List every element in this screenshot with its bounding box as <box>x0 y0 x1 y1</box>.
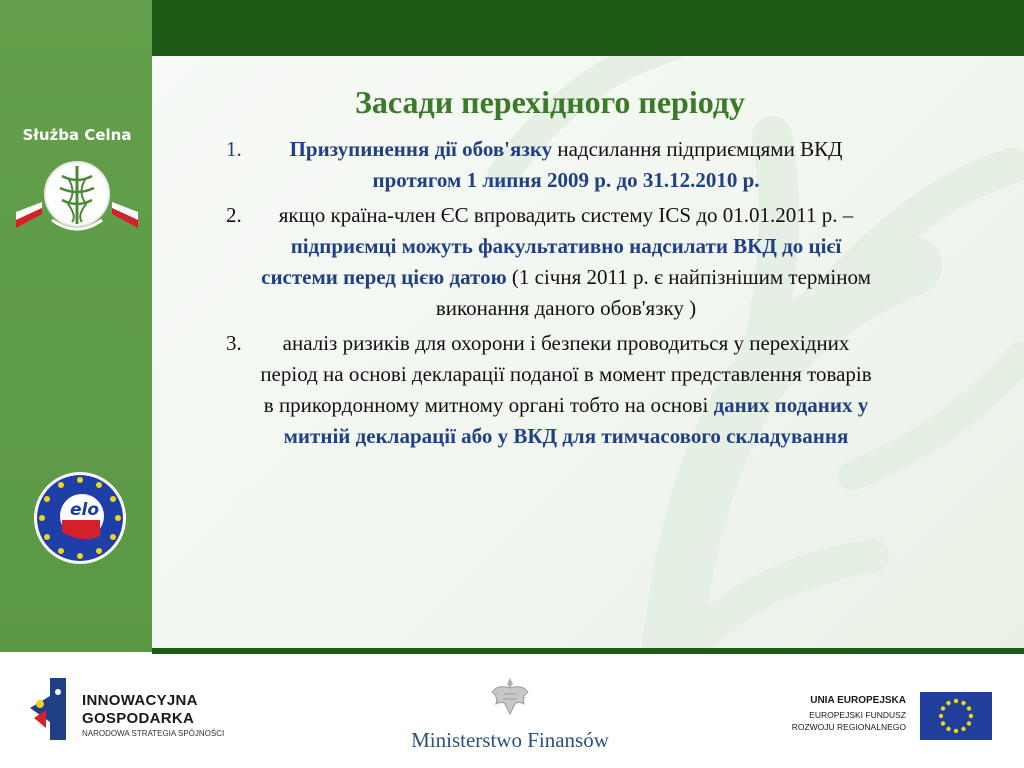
ig-line2: GOSPODARKA <box>82 710 195 727</box>
ue-line3: ROZWOJU REGIONALNEGO <box>791 722 906 732</box>
point-item <box>226 328 876 452</box>
top-bar <box>152 0 1024 56</box>
ue-line1: UNIA EUROPEJSKA <box>810 695 906 706</box>
elo-logo <box>30 470 130 566</box>
innowacyjna-gospodarka-logo <box>28 678 228 744</box>
point-number: 2. <box>226 203 242 227</box>
eagle-icon <box>490 674 530 718</box>
ig-line1: INNOWACYJNA <box>82 692 198 709</box>
ministerstwo-finansow-text: Ministerstwo Finansów <box>411 728 609 752</box>
slide-title: Засади перехідного періоду <box>355 84 745 120</box>
ig-line3: NARODOWA STRATEGIA SPÓJNOŚCI <box>82 729 225 738</box>
sidebar <box>0 0 152 652</box>
point-text-highlight: протягом 1 липня 2009 р. до 31.12.2010 р. <box>372 168 760 192</box>
eu-flag-icon <box>920 692 992 740</box>
point-text: якщо країна-член ЄС впровадить систему ICS до 01.01.2011 р. – <box>278 203 854 227</box>
point-item <box>226 200 876 324</box>
customs-emblem-icon <box>12 148 142 244</box>
ig-emblem-icon <box>28 678 76 740</box>
point-number: 3. <box>226 331 242 355</box>
point-text-highlight: підприємці можуть факультативно надсилати ВКД до цієї системи перед цією датою <box>261 234 842 289</box>
footer <box>0 654 1024 768</box>
point-text-highlight: даних поданих у митній декларації або у ВКД для тимчасового складування <box>283 393 869 448</box>
point-text-highlight: Призупинення дії обов'язку <box>289 137 553 161</box>
points-list <box>226 134 876 456</box>
point-text: надсилання підприємцями ВКД <box>552 137 843 161</box>
elo-text: elo <box>70 500 100 520</box>
ministerstwo-finansow-logo <box>400 672 620 752</box>
ue-line2: EUROPEJSKI FUNDUSZ <box>809 710 906 720</box>
sluzba-celna-title: Służba Celna <box>22 126 132 144</box>
point-text: аналіз ризиків для охорони і безпеки проводиться у перехідних період на основі декларації поданої в момент представлення товарів в прикордонному митному органі тобто на основі <box>260 331 872 417</box>
point-number: 1. <box>226 137 242 161</box>
unia-europejska-logo <box>784 690 998 746</box>
sluzba-celna-logo <box>12 126 142 246</box>
point-text: (1 січня 2011 р. є найпізнішим терміном виконання даного обов'язку ) <box>435 265 871 320</box>
point-item <box>226 134 876 196</box>
